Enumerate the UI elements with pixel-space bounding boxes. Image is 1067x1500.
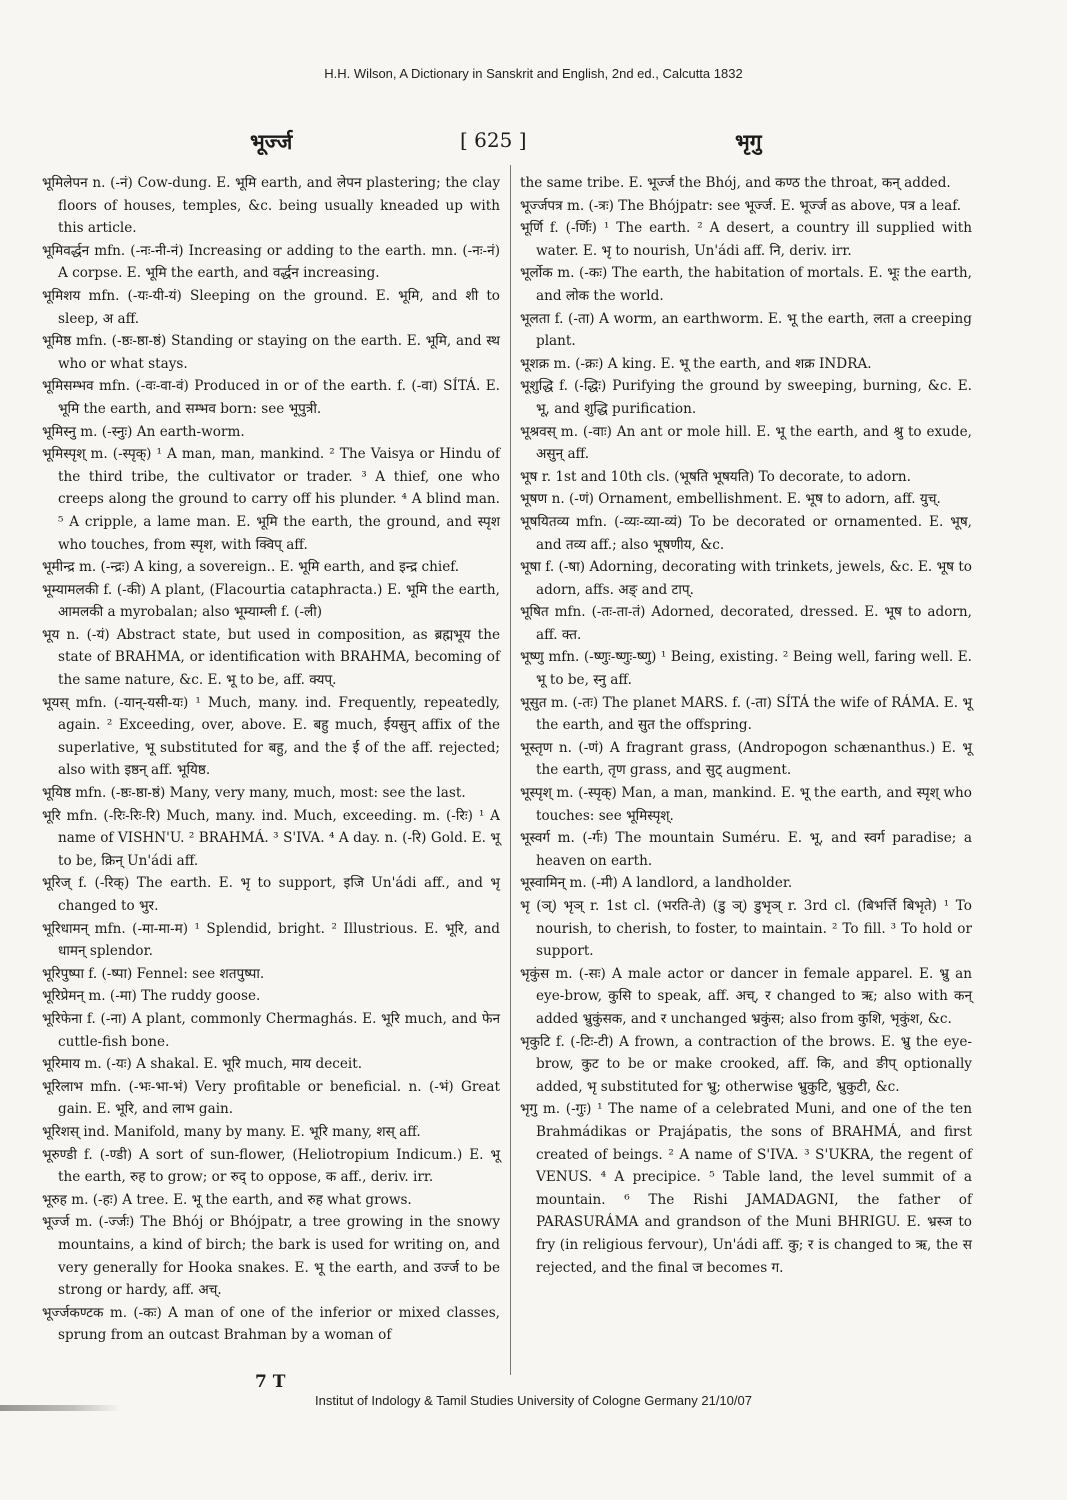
running-head-right-word: भृगु: [735, 129, 762, 154]
dictionary-entry: भूसुत m. (-तः) The planet MARS. f. (-ता) SÍTÁ the wife of RÁMA. E. भू the earth, and सुत the offspring.: [520, 694, 972, 734]
dictionary-entry: भूशक्र m. (-क्रः) A king. E. भू the earth, and शक्र INDRA.: [520, 355, 872, 372]
dictionary-entry: भूमिवर्द्धन mfn. (-नः-नी-नं) Increasing or adding to the earth. mn. (-नः-नं) A corpse. E. भूमि the earth, and वर्द्धन increasing.: [42, 242, 500, 282]
dictionary-entry: भूस्तृण n. (-णं) A fragrant grass, (Andropogon schænanthus.) E. भू the earth, तृण grass, and सुट् augment.: [520, 739, 972, 779]
dictionary-entry: भूरिमाय m. (-यः) A shakal. E. भूरि much, माय deceit.: [42, 1056, 363, 1073]
footer-credit: Institut of Indology & Tamil Studies University of Cologne Germany 21/10/07: [315, 1393, 752, 1408]
dictionary-entry: भूरिज् f. (-रिक्) The earth. E. भृ to support, इजि Un'ádi aff., and भृ changed to भुर.: [42, 875, 500, 914]
dictionary-entry: भूषयितव्य mfn. (-व्यः-व्या-व्यं) To be decorated or ornamented. E. भूष, and तव्य aff.; also भूषणीय, &c.: [520, 513, 972, 553]
dictionary-entry: भूरिफेना f. (-ना) A plant, commonly Chermaghás. E. भूरि much, and फेन cuttle-fish bone.: [42, 1010, 500, 1050]
dictionary-entry: भूरुह m. (-हः) A tree. E. भू the earth, and रुह what grows.: [42, 1191, 412, 1208]
dictionary-entry: भूरिलाभ mfn. (-भः-भा-भं) Very profitable or beneficial. n. (-भं) Great gain. E. भूरि, and लाभ gain.: [42, 1078, 500, 1118]
dictionary-entry: भूश्रवस् m. (-वाः) An ant or mole hill. E. भू the earth, and श्रु to exude, असुन् aff.: [520, 423, 972, 463]
dictionary-entry: भूर्ज्जपत्र m. (-त्रः) The Bhójpatr: see भूर्ज्ज. E. भूर्ज्ज as above, पत्र a leaf.: [520, 197, 962, 214]
dictionary-entry: भूर्णि f. (-र्णिः) ¹ The earth. ² A desert, a country ill supplied with water. E. भृ to nourish, Un'ádi aff. नि, deriv. irr.: [520, 220, 972, 259]
dictionary-entry: भूरुण्डी f. (-ण्डी) A sort of sun-flower, (Heliotropium Indicum.) E. भू the earth, रुह to grow; or रुद् to oppose, क aff., deriv. irr.: [42, 1146, 500, 1186]
dictionary-entry: भूषा f. (-षा) Adorning, decorating with trinkets, jewels, &c. E. भूष to adorn, affs. अङ् and टाप्.: [520, 559, 972, 598]
dictionary-entry: भूर्लोक m. (-कः) The earth, the habitation of mortals. E. भूः the earth, and लोक the world.: [520, 265, 972, 304]
dictionary-entry: भृकुंस m. (-सः) A male actor or dancer in female apparel. E. भ्रु an eye-brow, कुसि to speak, aff. अच्, र changed to ऋ; also with कन् added भ्रुकुंसक, and र unchanged भ्रकुंस; also from कुशि, भृकुंश, &c.: [520, 965, 972, 1027]
page-number: [ 625 ]: [460, 128, 527, 152]
dictionary-entry: भूयिष्ठ mfn. (-ष्ठः-ष्ठा-ष्ठं) Many, very many, much, most: see the last.: [42, 785, 466, 802]
dictionary-entry: भूरिशस् ind. Manifold, many by many. E. भूरि many, शस् aff.: [42, 1123, 421, 1140]
dictionary-entry: भूमिस्पृश् m. (-स्पृक्) ¹ A man, man, mankind. ² The Vaisya or Hindu of the third tribe, the cultivator or trader. ³ A thief, one who creeps along the ground to carry off his plunder. ⁴ A blind man. ⁵ A cripple, a lame man. E. भूमि the earth, the ground, and स्पृश who touches, from स्पृश, with क्विप् aff.: [42, 446, 500, 553]
dictionary-entry: भूम्यामलकी f. (-की) A plant, (Flacourtia cataphracta.) E. भूमि the earth, आमलकी a myrobalan; also भूम्याम्ली f. (-ली): [42, 581, 500, 621]
dictionary-entry: भृगु m. (-गुः) ¹ The name of a celebrated Muni, and one of the ten Brahmádikas or Prajápatis, the sons of BRAHMÁ, and first created of beings. ² A name of S'IVA. ³ S'UKRA, the regent of VENUS. ⁴ A precipice. ⁵ Table land, the level summit of a mountain. ⁶ The Rishi JAMADAGNI, the father of PARASURÁMA and grandson of the Muni BHRIGU. E. भ्रस्ज to fry (in religious fervour), Un'ádi aff. कु; र is changed to ऋ, the स rejected, and the final ज becomes ग.: [520, 1101, 972, 1276]
dictionary-entry: भूमिसम्भव mfn. (-वः-वा-वं) Produced in or of the earth. f. (-वा) SÍTÁ. E. भूमि the earth, and सम्भव born: see भूपुत्री.: [42, 378, 500, 417]
right-column: [520, 172, 972, 1279]
dictionary-entry: the same tribe. E. भूर्ज्ज the Bhój, and कण्ठ the throat, कन् added.: [520, 175, 951, 191]
dictionary-entry: भूरि mfn. (-रिः-रिः-रि) Much, many. ind. Much, exceeding. m. (-रिः) ¹ A name of VISHN'U. ² BRAHMÁ. ³ S'IVA. ⁴ A day. n. (-रि) Gold. E. भू to be, क्रिन् Un'ádi aff.: [42, 807, 500, 869]
dictionary-entry: भूलता f. (-ता) A worm, an earthworm. E. भू the earth, लता a creeping plant.: [520, 310, 972, 350]
dictionary-entry: भूय n. (-यं) Abstract state, but used in composition, as ब्रह्मभूय the state of BRAHMA, or identification with BRAHMA, becoming of the same nature, &c. E. भू to be, aff. क्यप्.: [42, 626, 500, 689]
dictionary-entry: भूरिप्रेमन् m. (-मा) The ruddy goose.: [42, 988, 261, 1005]
dictionary-entry: भूष्णु mfn. (-ष्णुः-ष्णुः-ष्णु) ¹ Being, existing. ² Being well, faring well. E. भू to be, स्नु aff.: [520, 649, 972, 689]
dictionary-entry: भूमिष्ठ mfn. (-ष्ठः-ष्ठा-ष्ठं) Standing or staying on the earth. E. भूमि, and स्थ who or what stays.: [42, 333, 500, 372]
dictionary-entry: भूषित mfn. (-तः-ता-तं) Adorned, decorated, dressed. E. भूष to adorn, aff. क्त.: [520, 604, 972, 643]
dictionary-entry: भूमिस्नु m. (-स्नुः) An earth-worm.: [42, 423, 245, 440]
dictionary-entry: भूषण n. (-णं) Ornament, embellishment. E. भूष to adorn, aff. युच्.: [520, 491, 941, 508]
dictionary-entry: भूमीन्द्र m. (-न्द्रः) A king, a sovereign.. E. भूमि earth, and इन्द्र chief.: [42, 559, 460, 576]
dictionary-entry: भूयस् mfn. (-यान्-यसी-यः) ¹ Much, many. ind. Frequently, repeatedly, again. ² Exceeding, over, above. E. बहु much, ईयसुन् affix of the superlative, भू substituted for बहु, and the ई of the aff. rejected; also with इष्ठन् aff. भूयिष्ठ.: [42, 694, 500, 779]
dictionary-entry: भूर्ज्ज m. (-र्ज्जः) The Bhój or Bhójpatr, a tree growing in the snowy mountains, a kind of birch; the bark is used for writing on, and very generally for Hooka snakes. E. भू the earth, and उर्ज्ज to be strong or hardy, aff. अच्.: [42, 1214, 500, 1299]
dictionary-entry: भूष r. 1st and 10th cls. (भूषति भूषयति) To decorate, to adorn.: [520, 468, 911, 485]
dictionary-entry: भूस्पृश् m. (-स्पृक्) Man, a man, mankind. E. भू the earth, and स्पृश् who touches: see भूमिस्पृश्.: [520, 785, 972, 824]
left-column: [42, 172, 500, 1347]
dictionary-entry: भृ (ञ्) भृञ् r. 1st cl. (भरति-ते) (डु ञ्) डुभृञ् r. 3rd cl. (बिभर्त्ति बिभृते) ¹ To nourish, to cherish, to foster, to maintain. ² To fill. ³ To hold or support.: [520, 898, 972, 960]
running-head: [0, 128, 1067, 158]
running-head-left-word: भूर्ज्ज: [250, 129, 293, 154]
dictionary-entry: भूरिधामन् mfn. (-मा-मा-म) ¹ Splendid, bright. ² Illustrious. E. भूरि, and धामन् splendor.: [42, 920, 500, 960]
dictionary-entry: भूस्वर्ग m. (-र्गः) The mountain Suméru. E. भू, and स्वर्ग paradise; a heaven on earth.: [520, 830, 972, 869]
dictionary-entry: भूमिलेपन n. (-नं) Cow-dung. E. भूमि earth, and लेपन plastering; the clay floors of houses, temples, &c. being usually kneaded up with this article.: [42, 175, 500, 237]
dictionary-entry: भृकुटि f. (-टिः-टी) A frown, a contraction of the brows. E. भ्रु the eye-brow, कुट to be or make crooked, aff. कि, and ङीप् optionally added, भृ substituted for भ्रु; otherwise भ्रुकुटि, भ्रुकुटी, &c.: [520, 1033, 972, 1095]
dictionary-entry: भूर्ज्जकण्टक m. (-कः) A man of one of the inferior or mixed classes, sprung from an outcast Brahman by a woman of: [42, 1304, 500, 1344]
scan-artifact: [0, 1405, 120, 1411]
dictionary-entry: भूशुद्धि f. (-द्धिः) Purifying the ground by sweeping, burning, &c. E. भू, and शुद्धि purification.: [520, 378, 972, 417]
dictionary-entry: भूस्वामिन् m. (-मी) A landlord, a landholder.: [520, 875, 793, 892]
source-header: H.H. Wilson, A Dictionary in Sanskrit and English, 2nd ed., Calcutta 1832: [324, 66, 743, 81]
dictionary-entry: भूमिशय mfn. (-यः-यी-यं) Sleeping on the ground. E. भूमि, and शी to sleep, अ aff.: [42, 287, 500, 327]
dictionary-entry: भूरिपुष्पा f. (-ष्पा) Fennel: see शतपुष्पा.: [42, 965, 265, 982]
column-divider: [510, 165, 511, 1375]
signature-mark: 7 T: [255, 1372, 286, 1392]
